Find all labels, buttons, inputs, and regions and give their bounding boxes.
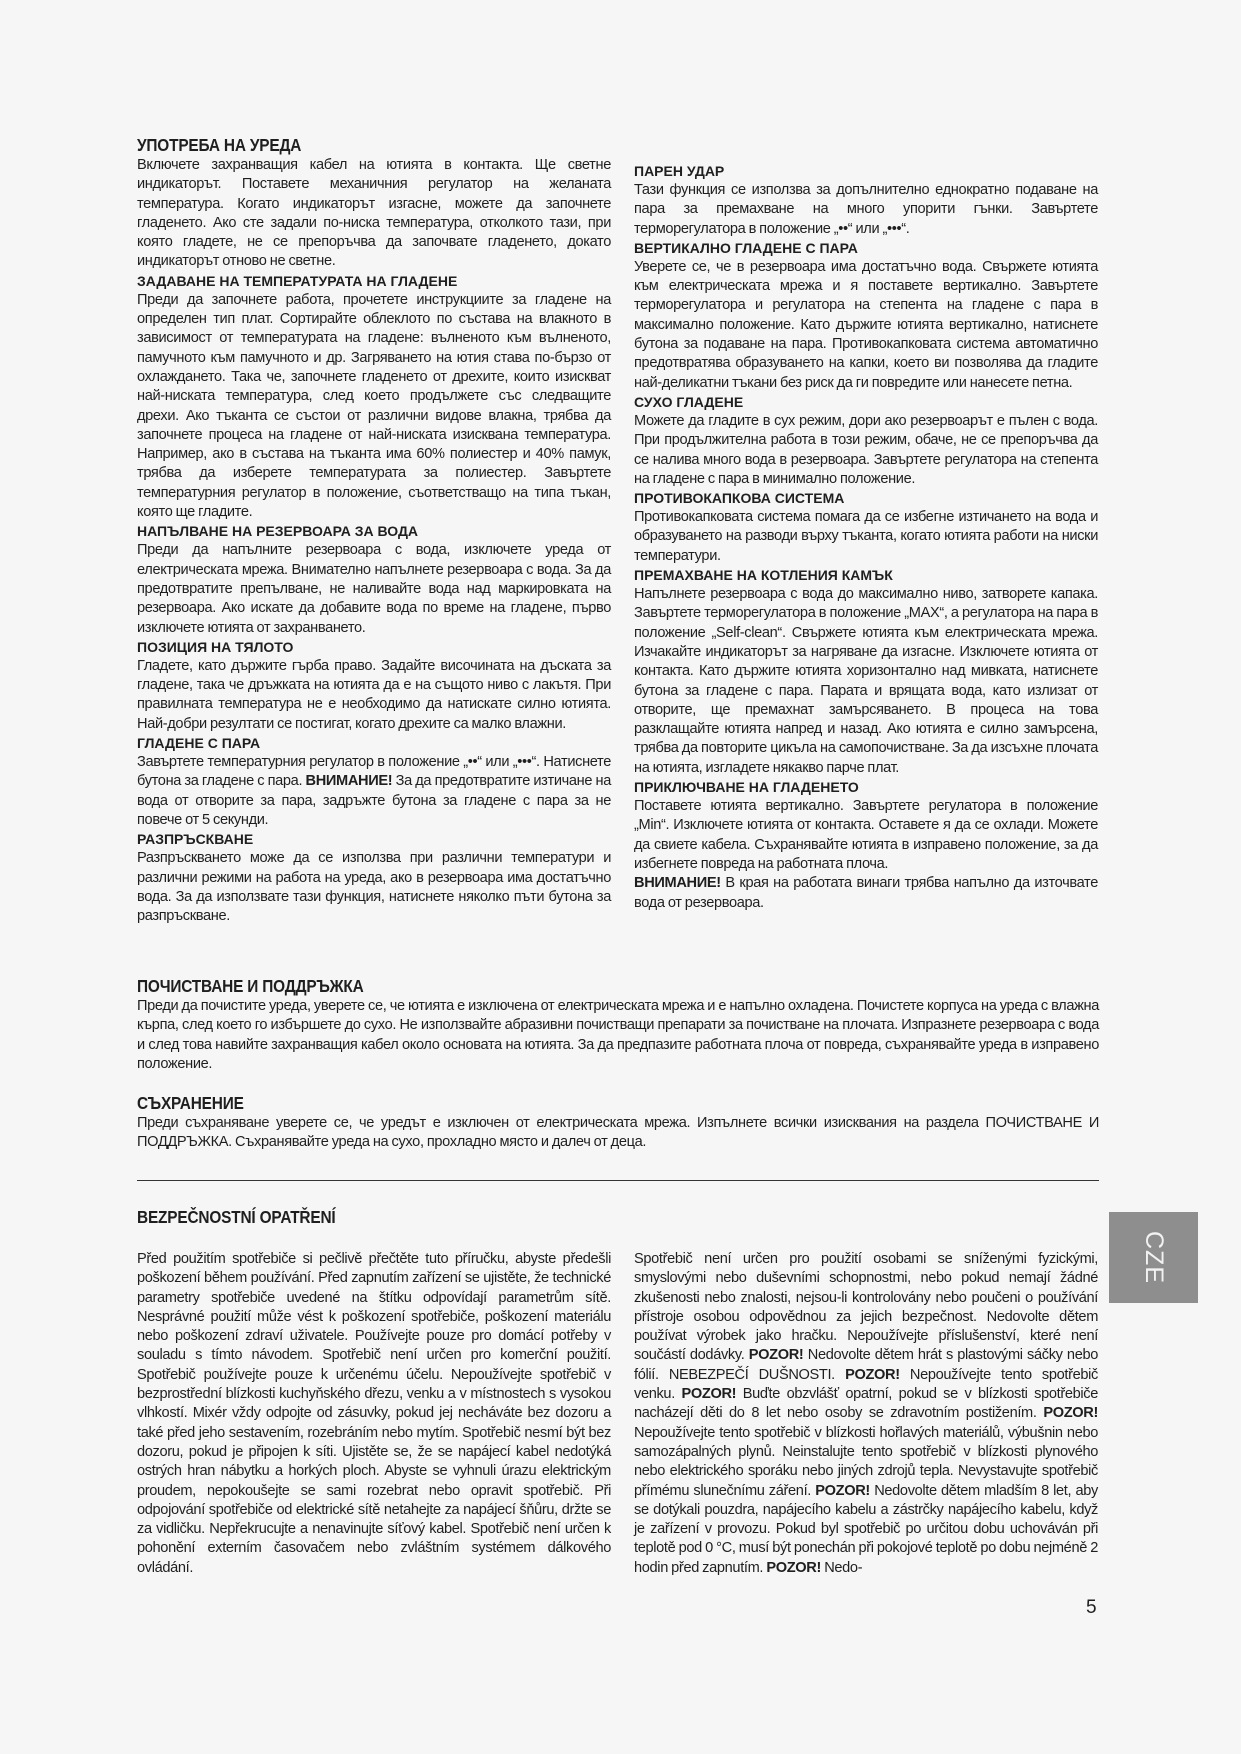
language-tab	[1109, 1212, 1198, 1303]
safety-warning-1: POZOR!	[748, 1347, 804, 1364]
safety-warning-4: POZOR!	[1043, 1405, 1098, 1422]
temp-heading: ЗАДАВАНЕ НА ТЕМПЕРАТУРАТА НА ГЛАДЕНЕ	[137, 272, 458, 289]
posture-heading: ПОЗИЦИЯ НА ТЯЛОТО	[137, 638, 294, 655]
scale-heading: ПРЕМАХВАНЕ НА КОТЛЕНИЯ КАМЪК	[634, 567, 893, 584]
burst-text: Тази функция се използва за допълнително еднократно подаване на пара за премахване на много упорити гънки. Завъртете терморегулатора в положение „••“ или „•••“.	[634, 182, 1098, 237]
usage-left-column	[137, 134, 611, 926]
usage-title: УПОТРЕБА НА УРЕДА	[137, 135, 302, 155]
dry-heading: СУХО ГЛАДЕНЕ	[634, 393, 744, 410]
safety-title: BEZPEČNOSTNÍ OPATŘENÍ	[137, 1207, 336, 1227]
safety-right-part-2: Nedovolte dětem hrát s plastovými sáčky nebo fólií. NEBEZPEČÍ DUŠNOSTI.	[634, 1347, 1098, 1383]
scale-text: Напълнете резервоара с вода до максимално ниво, затворете капака. Завъртете терморегулатора в положение „MAX“, а регулатора на пара в положение „Self-clean“. Свържете ютията към електрическата мрежа. Изчакайте индикаторът за нагряване да изгасне. Изключете ютията от контакта. Като държите ютията хоризонтално над мивката, натиснете бутона за гладене с пара. Парата и врящата вода, като излизат от отворите, ще премахнат замърсяването. В процеса на това разклащайте ютията напред и назад. Ако ютията е силно замърсена, трябва да повторите цикъла на самопочистване. За да изсъхне плочата на ютията, изгладете някакво парче плат.	[634, 586, 1098, 776]
finish-text: Поставете ютията вертикално. Завъртете регулатора в положение „Min“. Изключете ютията от контакта. Оставете я да се охлади. Можете да свиете кабела. Съхранявайте ютията в изправено положение, за да избегнете повреда на работната плоча.	[634, 798, 1098, 872]
storage-section	[137, 1092, 1099, 1153]
language-tab-label: CZE	[1140, 1231, 1168, 1284]
temp-text: Преди да започнете работа, прочетете инструкциите за гладене на определен тип плат. Сортирайте облеклото по състава на влакното в зависимост от температурата на гладене: вълненото към вълненото, памучното към памучното и др. Загряването на ютия става по-бързо от охлаждането. Така че, започнете гладенето от дрехите, които изискват най-ниската температура, след което продължете със следващите дрехи. Ако тъканта се състои от различни видове влакна, трябва да започнете процеса на гладене от най-ниската изисквана температура. Например, ако в състава на тъканта има 60% полиестер и 40% памук, трябва да изберете температурата за полиестер. Завъртете температурния регулатор в положение, съответстващо на типа тъкан, която ще гладите.	[137, 291, 611, 521]
fill-text: Преди да напълните резервоара с вода, изключете уреда от електрическата мрежа. Внимателно напълнете резервоара с вода. За да предотвратите препълване, не наливайте вода над маркировката на резервоара. Ако искате да добавите вода по време на гладене, първо изключете ютията от захранването.	[137, 542, 611, 636]
fill-heading: НАПЪЛВАНЕ НА РЕЗЕРВОАРА ЗА ВОДА	[137, 523, 419, 540]
spray-text: Разпръскването може да се използва при различни температури и различни режими на работа на уреда, ако в резервоара има достатъчно вода. За да използвате тази функция, натиснете няколко пъти бутона за разпръскване.	[137, 850, 611, 925]
safety-warning-5: POZOR!	[815, 1482, 870, 1499]
steam-heading: ГЛАДЕНЕ С ПАРА	[137, 735, 261, 752]
steam-text	[137, 753, 611, 830]
burst-heading: ПАРЕН УДАР	[634, 163, 725, 179]
cleaning-title: ПОЧИСТВАНЕ И ПОДДРЪЖКА	[137, 976, 364, 996]
safety-warning-3: POZOR!	[681, 1386, 737, 1403]
safety-right-text	[634, 1250, 1098, 1578]
vertical-heading: ВЕРТИКАЛНО ГЛАДЕНЕ С ПАРА	[634, 239, 858, 256]
posture-text: Гладете, като държите гърба право. Задайте височината на дъската за гладене, така че дръжката на ютията да е на същото ниво с лакътя. При правилната температура не е необходимо да натискате силно ютията. Най-добри резултати се постигат, когато дрехите са малко влажни.	[137, 657, 611, 732]
section-divider	[137, 1180, 1099, 1181]
safety-right-part-4: Buďte obzvlášť opatrní, pokud se v blízkosti spotřebiče nacházejí děti do 8 let nebo osoby se zdravotním postižením.	[634, 1386, 1098, 1422]
dry-text: Можете да гладите в сух режим, дори ако резервоарът е пълен с вода. При продължителна работа в този режим, обаче, не се препоръчва да се налива много вода в резервоара. Завъртете регулатора на степента на гладене с пара в минимално положение.	[634, 412, 1098, 487]
safety-right-part-1: Spotřebič není určen pro použití osobami se sníženými fyzickými, smyslovými nebo duševními schopnostmi, nebo pokud nemají žádné zkušenosti nebo znalosti, nejsou-li kontrolovány nebo poučeni o používání přístroje osobou odpovědnou za jejich bezpečnost. Nedovolte dětem používat výrobek jako hračku. Nepoužívejte příslušenství, které není součástí dodávky.	[634, 1251, 1098, 1364]
storage-text: Преди съхраняване уверете се, че уредът е изключен от електрическата мрежа. Изпълнете всички изисквания на раздела ПОЧИСТВАНЕ И ПОДДРЪЖКА. Съхранявайте уреда на сухо, прохладно място и далеч от деца.	[137, 1115, 1099, 1151]
finish-warning-paragraph	[634, 874, 1098, 913]
vertical-text: Уверете се, че в резервоара има достатъчно вода. Свържете ютията към електрическата мрежа и я поставете вертикално. Завъртете терморегулатора и регулатора на степента на гладене с пара в максимално положение. Като държите ютията вертикално, натиснете бутона за подаване на пара. Противокапковата система автоматично предотвратява образуването на капки, което ви позволява да гладите най-деликатни тъкани без риск да ги повредите или нанесете петна.	[634, 258, 1098, 391]
spray-heading: РАЗПРЪСКВАНЕ	[137, 831, 254, 848]
safety-left-text: Před použitím spotřebiče si pečlivě přečtěte tuto příručku, abyste předešli poškození během používání. Před zapnutím zařízení se ujistěte, že technické parametry spotřebiče uvedené na štítku odpovídají parametrům sítě. Nesprávné použití může vést k poškození spotřebiče, poškození materiálu nebo poškození zdraví uživatele. Používejte pouze pro domácí potřeby v souladu s tímto návodem. Spotřebič není určen pro komerční použití. Spotřebič používejte pouze k určenému účelu. Nepoužívejte spotřebič v bezprostřední blízkosti kuchyňského dřezu, venku a v místnostech s vysokou vlhkostí. Mixér vždy odpojte od zásuvky, pokud jej necháváte bez dozoru a také před jeho sestavením, rozebráním nebo mytím. Spotřebič nesmí být bez dozoru, pokud je připojen k síti. Ujistěte se, že se napájecí kabel nedotýká ostrých hran nábytku a horkých ploch. Abyste se vyhnuli úrazu elektrickým proudem, nepokoušejte se sami rozebrat nebo opravit spotřebič. Při odpojování spotřebiče od elektrické sítě netahejte za napájecí šňůru, držte se za vidličku. Nepřekrucujte a nenavinujte síťový kabel. Spotřebič není určen k pohonění externím časovačem nebo zvláštním systémem dálkového ovládání.	[137, 1251, 611, 1576]
steam-warning: ВНИМАНИЕ!	[305, 773, 393, 790]
page-number: 5	[1086, 1597, 1097, 1618]
safety-warning-2: POZOR!	[845, 1366, 900, 1383]
finish-heading: ПРИКЛЮЧВАНЕ НА ГЛАДЕНЕТО	[634, 779, 859, 796]
antidrip-heading: ПРОТИВОКАПКОВА СИСТЕМА	[634, 490, 845, 507]
usage-right-column	[634, 162, 1098, 913]
storage-title: СЪХРАНЕНИЕ	[137, 1093, 244, 1113]
cleaning-section	[137, 975, 1099, 1074]
steam-text-1: Завъртете температурния регулатор в положение „••“ или „•••“. Натиснете бутона за гладене с пара.	[137, 754, 611, 790]
safety-right-part-6: Nedovolte dětem mladším 8 let, aby se dotýkali pouzdra, napájecího kabelu a zástrčky napájecího kabelu, když je zařízení v provozu. Pokud byl spotřebič po určitou dobu uchováván při teplotě pod 0 °C, musí být ponechán při pokojové teplotě po dobu nejméně 2 hodin před zapnutím.	[634, 1482, 1098, 1576]
safety-warning-6: POZOR!	[766, 1559, 821, 1576]
safety-right-part-3: Nepoužívejte tento spotřebič venku.	[634, 1366, 1098, 1403]
safety-right-column	[634, 1250, 1098, 1578]
usage-intro: Включете захранващия кабел на ютията в контакта. Ще светне индикаторът. Поставете механичния регулатор на желаната температура. Когато индикаторът изгасне, можете да започнете гладенето. Ако сте задали по-ниска температура, отколкото тази, при която гладете, не се препоръчва да започвате гладенето, докато индикаторът отново не светне.	[137, 157, 611, 270]
steam-text-2: За да предотвратите изтичане на вода от отворите за пара, задръжте бутона за гладене с пара за не повече от 5 секунди.	[137, 773, 611, 828]
finish-warning-text: В края на работата винаги трябва напълно да източвате вода от резервоара.	[634, 875, 1098, 911]
safety-title-block	[137, 1206, 1099, 1228]
safety-right-part-7: Nedo-	[824, 1559, 863, 1576]
antidrip-text: Противокапковата система помага да се избегне изтичането на вода и образуването на разводи върху тъканта, когато ютията работи на ниски температури.	[634, 509, 1098, 564]
finish-warning: ВНИМАНИЕ!	[634, 875, 721, 892]
safety-left-column	[137, 1250, 611, 1578]
cleaning-text: Преди да почистите уреда, уверете се, че ютията е изключена от електрическата мрежа и е напълно охладена. Почистете корпуса на уреда с влажна кърпа, след което го избършете до сухо. Не използвайте абразивни почистващи препарати за почистване на плочата. Изпразнете резервоара с вода и след това навийте захранващия кабел около основата на ютията. За да предпазите работната плоча от повреда, съхранявайте уреда в изправено положение.	[137, 998, 1099, 1072]
safety-right-part-5: Nepoužívejte tento spotřebič v blízkosti hořlavých materiálů, výbušnin nebo samozápalných plynů. Neinstalujte tento spotřebič v blízkosti plynového nebo elektrického sporáku nebo jiných zdrojů tepla. Nevystavujte spotřebič přímému slunečnímu záření.	[634, 1424, 1098, 1499]
